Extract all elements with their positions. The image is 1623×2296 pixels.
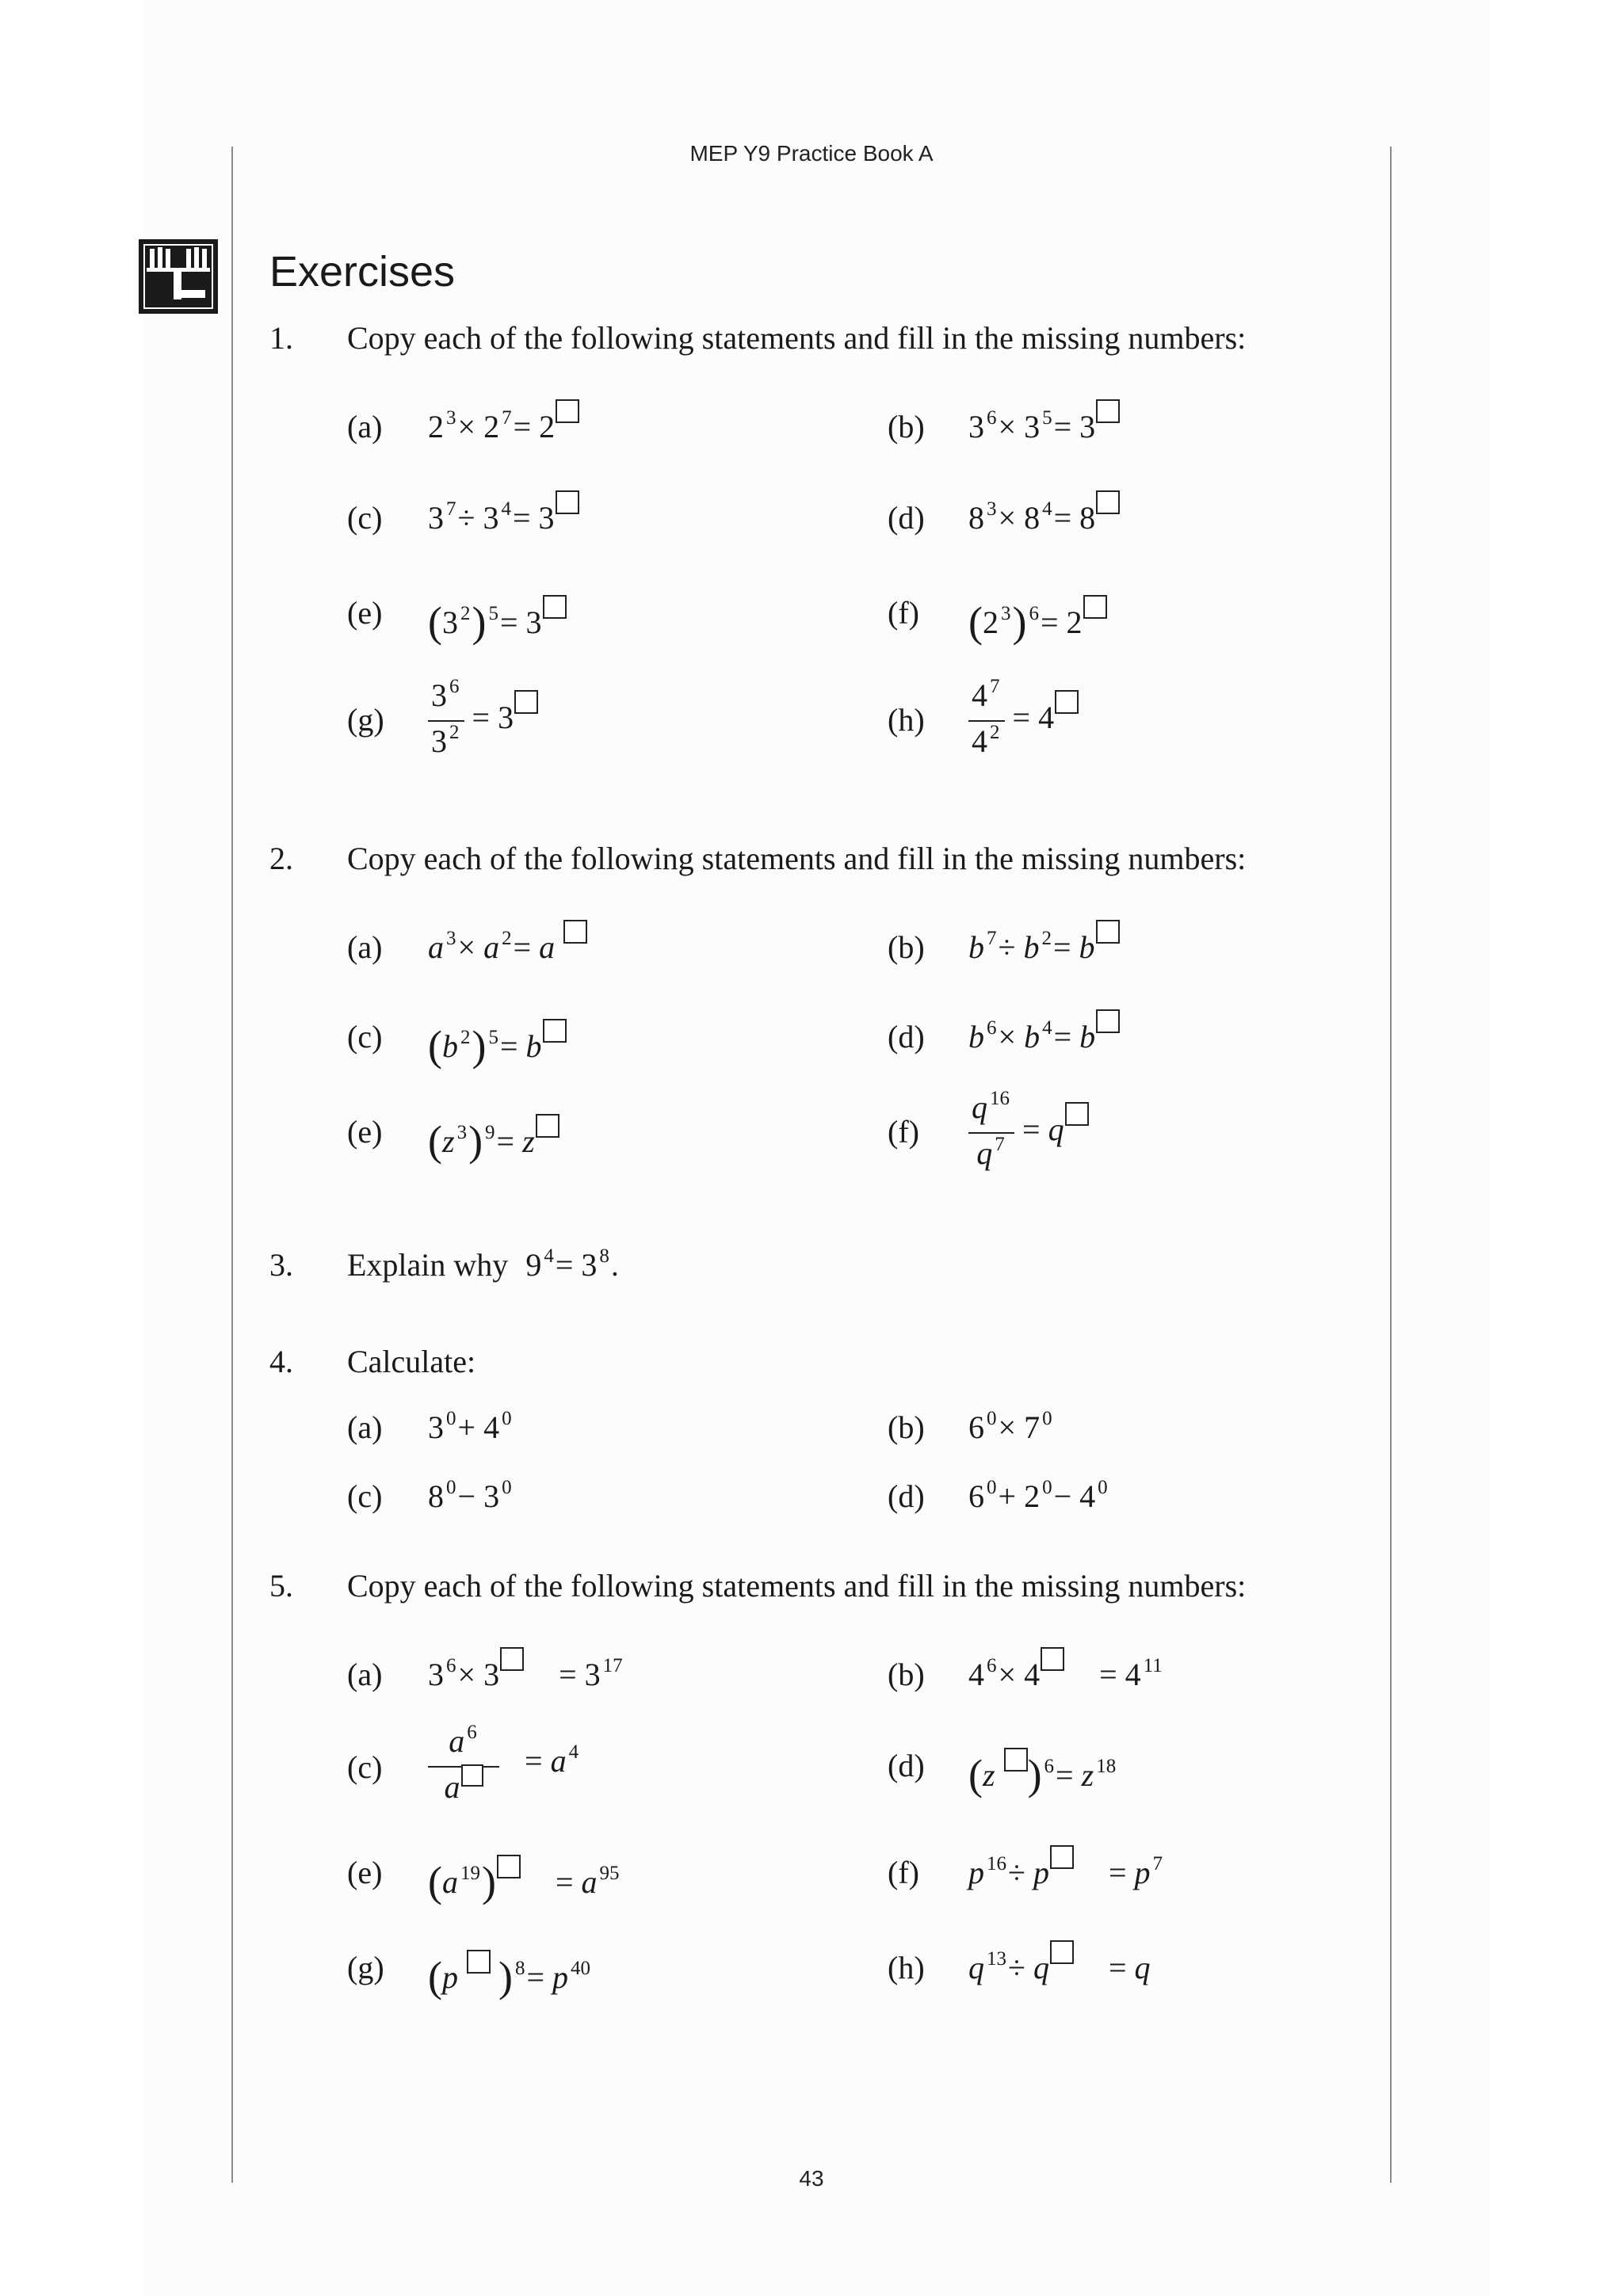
answer-box[interactable] — [1096, 1009, 1120, 1033]
part-label: (e) — [347, 1855, 383, 1890]
answer-box[interactable] — [543, 595, 567, 619]
question-4-text: Calculate: — [347, 1344, 476, 1379]
part-label: (g) — [347, 1950, 384, 1985]
answer-box[interactable] — [497, 1855, 521, 1878]
part-label: (a) — [347, 1409, 383, 1445]
answer-box[interactable] — [1004, 1748, 1028, 1772]
part-label: (a) — [347, 929, 383, 965]
answer-box[interactable] — [1055, 690, 1079, 714]
left-margin-rule — [231, 147, 233, 2183]
part-label: (g) — [347, 702, 384, 738]
fraction: $\frac{a ^6}{a}$ — [428, 1723, 499, 1806]
answer-box[interactable] — [500, 1647, 524, 1671]
part-label: (d) — [888, 500, 925, 536]
part-label: (d) — [888, 1478, 925, 1514]
answer-box[interactable] — [536, 1114, 559, 1138]
part-label: (c) — [347, 1478, 383, 1514]
question-3-number: 3. — [269, 1247, 293, 1283]
part-label: (d) — [888, 1019, 925, 1055]
answer-box[interactable] — [543, 1019, 567, 1043]
part-label: (e) — [347, 595, 383, 631]
fraction: $\frac{q ^{16}}{q ^7}$ — [968, 1089, 1014, 1177]
answer-box[interactable] — [556, 490, 579, 514]
answer-box[interactable] — [467, 1950, 491, 1974]
part-label: (f) — [888, 1114, 919, 1150]
part-label: (c) — [347, 1019, 383, 1055]
part-label: (b) — [888, 1409, 925, 1445]
part-label: (h) — [888, 1950, 925, 1985]
page-number: 43 — [799, 2166, 824, 2191]
running-header: MEP Y9 Practice Book A — [689, 141, 934, 166]
question-3-text: Explain why 9 $^4$= 3 $^8$. — [347, 1245, 619, 1283]
question-2-number: 2. — [269, 841, 293, 876]
part-label: (b) — [888, 1657, 925, 1692]
answer-box[interactable] — [514, 690, 538, 714]
part-label: (a) — [347, 1657, 383, 1692]
part-label: (b) — [888, 929, 925, 965]
answer-box[interactable] — [1096, 399, 1120, 423]
question-4-number: 4. — [269, 1344, 293, 1379]
part-label: (h) — [888, 702, 925, 738]
answer-box[interactable] — [563, 920, 587, 944]
part-label: (b) — [888, 409, 925, 444]
part-label: (f) — [888, 1855, 919, 1890]
part-label: (f) — [888, 595, 919, 631]
part-label: (a) — [347, 409, 383, 444]
fraction: $\frac{4 ^7}{4 ^2}$ — [968, 677, 1005, 765]
answer-box[interactable] — [1050, 1845, 1074, 1869]
answer-box[interactable] — [1050, 1940, 1074, 1964]
page-title: Exercises — [269, 248, 456, 296]
question-5-number: 5. — [269, 1568, 293, 1604]
answer-box[interactable] — [1083, 595, 1107, 619]
answer-box[interactable] — [461, 1764, 483, 1787]
answer-box[interactable] — [1065, 1102, 1089, 1126]
question-1-text: Copy each of the following statements and fill in the missing numbers: — [347, 320, 1247, 356]
part-label: (c) — [347, 500, 383, 536]
part-label: (e) — [347, 1114, 383, 1150]
question-1-number: 1. — [269, 320, 293, 356]
part-label: (d) — [888, 1748, 925, 1783]
part-label: (c) — [347, 1749, 383, 1785]
answer-box[interactable] — [1041, 1647, 1064, 1671]
answer-box[interactable] — [1096, 920, 1120, 944]
question-5-text: Copy each of the following statements and fill in the missing numbers: — [347, 1568, 1247, 1604]
right-margin-rule — [1390, 147, 1392, 2183]
exercise-hand-icon — [139, 238, 218, 315]
fraction: $\frac{3 ^6}{3 ^2}$ — [428, 677, 464, 765]
answer-box[interactable] — [1096, 490, 1120, 514]
question-2-text: Copy each of the following statements and fill in the missing numbers: — [347, 841, 1247, 876]
answer-box[interactable] — [556, 399, 579, 423]
